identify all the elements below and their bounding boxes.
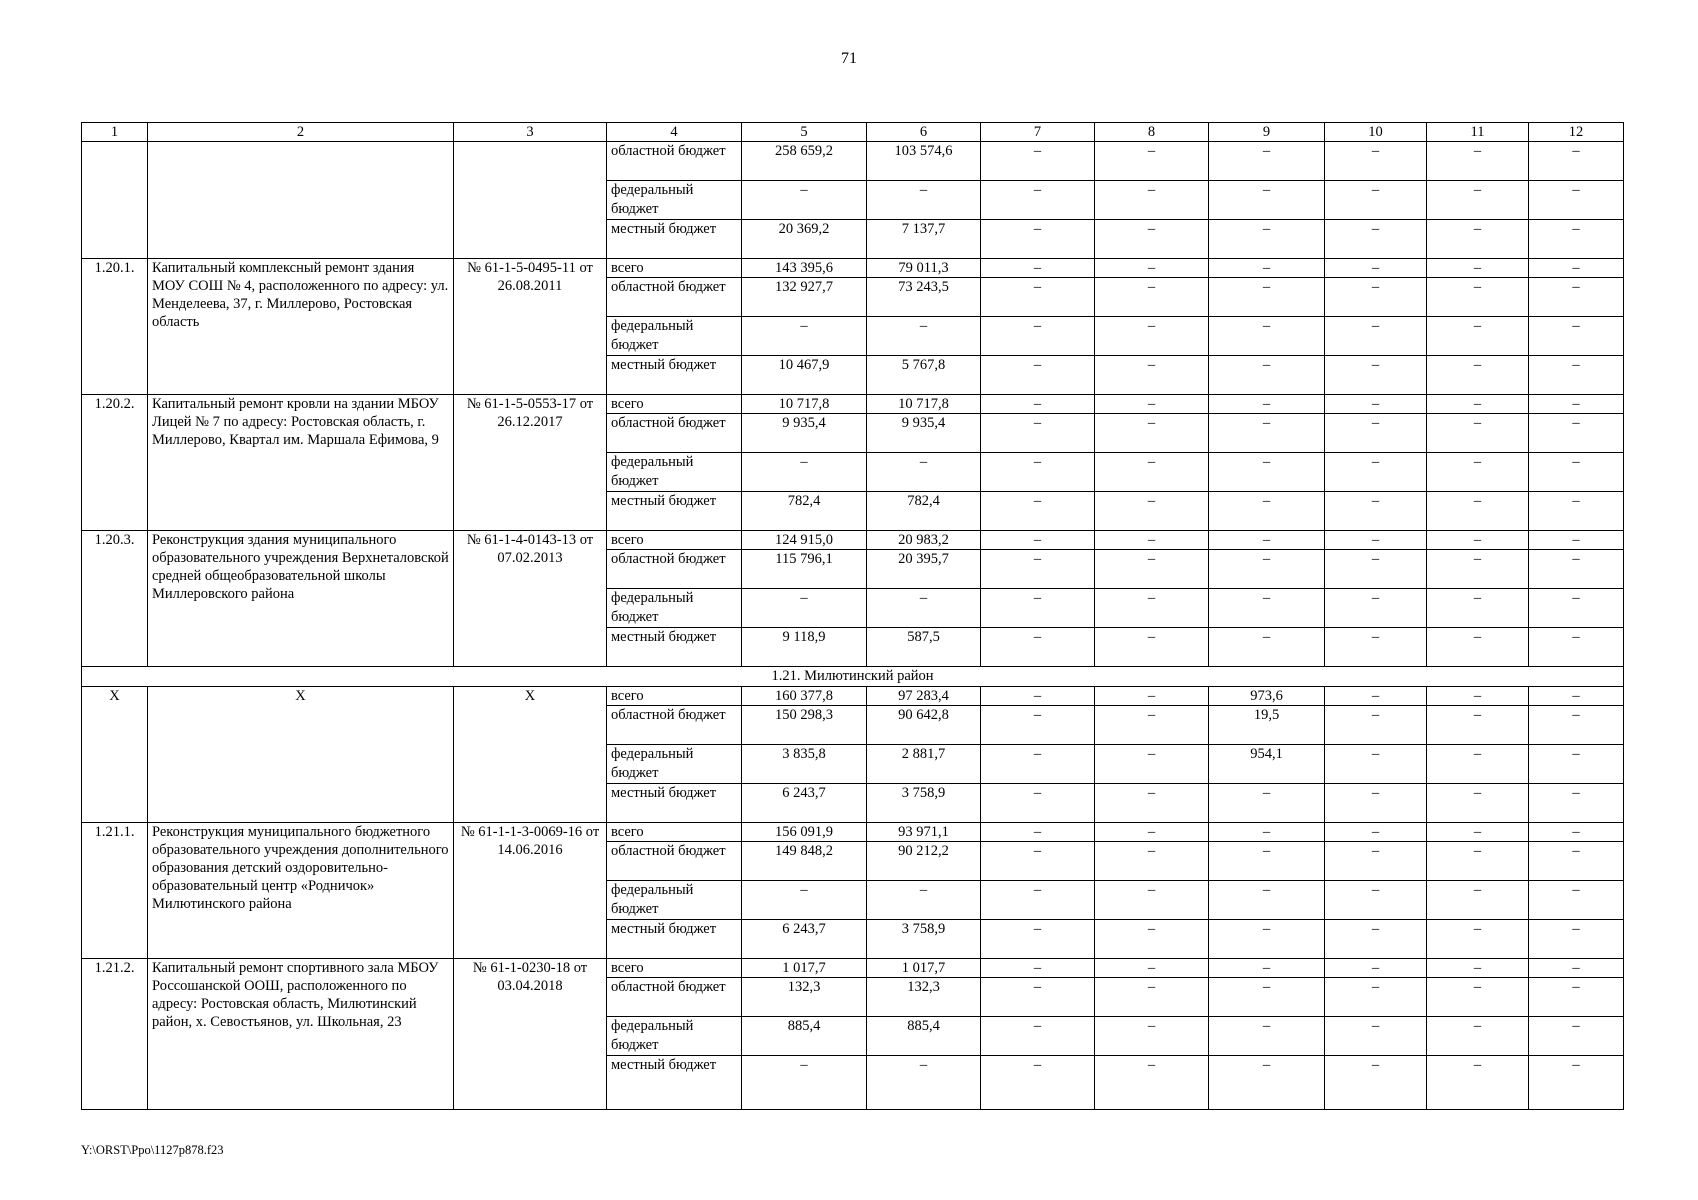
value-cell-6: 3 758,9 xyxy=(867,784,981,823)
value-cell-5: 10 467,9 xyxy=(742,356,867,395)
funding-source: областной бюджет xyxy=(607,842,742,881)
funding-source: областной бюджет xyxy=(607,550,742,589)
value-cell-11: – xyxy=(1427,823,1529,842)
table-row xyxy=(82,395,1624,414)
value-cell-12: – xyxy=(1529,589,1624,628)
value-cell-9: – xyxy=(1209,259,1325,278)
value-cell-10: – xyxy=(1325,181,1427,220)
value-cell-7: – xyxy=(981,784,1095,823)
column-number-cell: 12 xyxy=(1529,123,1624,142)
value-cell-10: – xyxy=(1325,531,1427,550)
value-cell-8: – xyxy=(1095,356,1209,395)
item-number: Х xyxy=(82,687,148,823)
funding-source: всего xyxy=(607,395,742,414)
column-number-cell: 9 xyxy=(1209,123,1325,142)
value-cell-6: 20 395,7 xyxy=(867,550,981,589)
value-cell-7: – xyxy=(981,181,1095,220)
value-cell-8: – xyxy=(1095,181,1209,220)
funding-source: всего xyxy=(607,687,742,706)
section-title: 1.21. Милютинский район xyxy=(82,667,1624,687)
value-cell-6: 132,3 xyxy=(867,978,981,1017)
expertise-code: № 61-1-0230-18 от 03.04.2018 xyxy=(454,959,607,1110)
funding-source: федеральный бюджет xyxy=(607,181,742,220)
value-cell-6: 79 011,3 xyxy=(867,259,981,278)
value-cell-12: – xyxy=(1529,142,1624,181)
funding-source: всего xyxy=(607,959,742,978)
value-cell-11: – xyxy=(1427,706,1529,745)
expertise-code: № 61-1-5-0553-17 от 26.12.2017 xyxy=(454,395,607,531)
value-cell-12: – xyxy=(1529,220,1624,259)
value-cell-12: – xyxy=(1529,414,1624,453)
value-cell-10: – xyxy=(1325,784,1427,823)
item-number xyxy=(82,142,148,259)
expertise-code: № 61-1-4-0143-13 от 07.02.2013 xyxy=(454,531,607,667)
value-cell-10: – xyxy=(1325,395,1427,414)
funding-source: областной бюджет xyxy=(607,978,742,1017)
value-cell-10: – xyxy=(1325,823,1427,842)
value-cell-5: 258 659,2 xyxy=(742,142,867,181)
value-cell-6: 587,5 xyxy=(867,628,981,667)
value-cell-12: – xyxy=(1529,978,1624,1017)
value-cell-5: 156 091,9 xyxy=(742,823,867,842)
item-number: 1.21.2. xyxy=(82,959,148,1110)
value-cell-9: – xyxy=(1209,453,1325,492)
value-cell-11: – xyxy=(1427,784,1529,823)
funding-source: местный бюджет xyxy=(607,220,742,259)
value-cell-12: – xyxy=(1529,784,1624,823)
value-cell-12: – xyxy=(1529,881,1624,920)
value-cell-12: – xyxy=(1529,317,1624,356)
item-number: 1.20.2. xyxy=(82,395,148,531)
expertise-code: № 61-1-5-0495-11 от 26.08.2011 xyxy=(454,259,607,395)
value-cell-9: – xyxy=(1209,550,1325,589)
value-cell-12: – xyxy=(1529,395,1624,414)
value-cell-10: – xyxy=(1325,920,1427,959)
value-cell-11: – xyxy=(1427,278,1529,317)
value-cell-5: 6 243,7 xyxy=(742,784,867,823)
value-cell-5: 20 369,2 xyxy=(742,220,867,259)
value-cell-10: – xyxy=(1325,978,1427,1017)
value-cell-9: – xyxy=(1209,220,1325,259)
value-cell-8: – xyxy=(1095,492,1209,531)
value-cell-7: – xyxy=(981,317,1095,356)
value-cell-12: – xyxy=(1529,259,1624,278)
value-cell-10: – xyxy=(1325,453,1427,492)
value-cell-9: – xyxy=(1209,628,1325,667)
value-cell-10: – xyxy=(1325,356,1427,395)
funding-source: областной бюджет xyxy=(607,706,742,745)
value-cell-8: – xyxy=(1095,550,1209,589)
value-cell-6: 90 212,2 xyxy=(867,842,981,881)
item-number: 1.20.1. xyxy=(82,259,148,395)
value-cell-6: 3 758,9 xyxy=(867,920,981,959)
value-cell-5: 132 927,7 xyxy=(742,278,867,317)
section-row xyxy=(82,667,1624,687)
value-cell-7: – xyxy=(981,881,1095,920)
value-cell-11: – xyxy=(1427,395,1529,414)
table-row xyxy=(82,959,1624,978)
value-cell-7: – xyxy=(981,1017,1095,1056)
value-cell-6: – xyxy=(867,589,981,628)
value-cell-8: – xyxy=(1095,881,1209,920)
value-cell-5: 885,4 xyxy=(742,1017,867,1056)
value-cell-8: – xyxy=(1095,278,1209,317)
value-cell-5: 124 915,0 xyxy=(742,531,867,550)
value-cell-9: – xyxy=(1209,395,1325,414)
expertise-code: Х xyxy=(454,687,607,823)
item-number: 1.21.1. xyxy=(82,823,148,959)
value-cell-5: 9 118,9 xyxy=(742,628,867,667)
column-number-cell: 10 xyxy=(1325,123,1427,142)
value-cell-11: – xyxy=(1427,920,1529,959)
value-cell-10: – xyxy=(1325,745,1427,784)
value-cell-5: 132,3 xyxy=(742,978,867,1017)
value-cell-9: – xyxy=(1209,920,1325,959)
funding-source: федеральный бюджет xyxy=(607,589,742,628)
value-cell-8: – xyxy=(1095,628,1209,667)
value-cell-9: – xyxy=(1209,492,1325,531)
value-cell-5: 143 395,6 xyxy=(742,259,867,278)
value-cell-7: – xyxy=(981,492,1095,531)
funding-source: местный бюджет xyxy=(607,1056,742,1110)
value-cell-11: – xyxy=(1427,181,1529,220)
table-body xyxy=(82,123,1624,1110)
value-cell-9: – xyxy=(1209,1017,1325,1056)
value-cell-10: – xyxy=(1325,881,1427,920)
value-cell-8: – xyxy=(1095,823,1209,842)
value-cell-11: – xyxy=(1427,881,1529,920)
value-cell-8: – xyxy=(1095,220,1209,259)
expertise-code xyxy=(454,142,607,259)
value-cell-8: – xyxy=(1095,317,1209,356)
value-cell-10: – xyxy=(1325,628,1427,667)
value-cell-7: – xyxy=(981,142,1095,181)
value-cell-6: 885,4 xyxy=(867,1017,981,1056)
value-cell-11: – xyxy=(1427,531,1529,550)
value-cell-6: 7 137,7 xyxy=(867,220,981,259)
value-cell-5: – xyxy=(742,181,867,220)
table-row xyxy=(82,259,1624,278)
value-cell-6: – xyxy=(867,181,981,220)
value-cell-6: 2 881,7 xyxy=(867,745,981,784)
value-cell-7: – xyxy=(981,414,1095,453)
value-cell-5: 150 298,3 xyxy=(742,706,867,745)
value-cell-10: – xyxy=(1325,842,1427,881)
value-cell-7: – xyxy=(981,978,1095,1017)
value-cell-6: 90 642,8 xyxy=(867,706,981,745)
value-cell-11: – xyxy=(1427,842,1529,881)
value-cell-7: – xyxy=(981,453,1095,492)
value-cell-6: 9 935,4 xyxy=(867,414,981,453)
value-cell-7: – xyxy=(981,531,1095,550)
value-cell-6: 782,4 xyxy=(867,492,981,531)
value-cell-7: – xyxy=(981,628,1095,667)
value-cell-10: – xyxy=(1325,278,1427,317)
column-number-cell: 5 xyxy=(742,123,867,142)
value-cell-12: – xyxy=(1529,278,1624,317)
value-cell-5: – xyxy=(742,589,867,628)
value-cell-12: – xyxy=(1529,181,1624,220)
funding-source: местный бюджет xyxy=(607,628,742,667)
value-cell-10: – xyxy=(1325,317,1427,356)
value-cell-8: – xyxy=(1095,745,1209,784)
value-cell-5: 782,4 xyxy=(742,492,867,531)
value-cell-11: – xyxy=(1427,550,1529,589)
value-cell-9: – xyxy=(1209,414,1325,453)
value-cell-10: – xyxy=(1325,589,1427,628)
value-cell-10: – xyxy=(1325,550,1427,589)
column-number-row xyxy=(82,123,1624,142)
object-name: Х xyxy=(148,687,454,823)
value-cell-7: – xyxy=(981,959,1095,978)
value-cell-6: 103 574,6 xyxy=(867,142,981,181)
value-cell-8: – xyxy=(1095,959,1209,978)
value-cell-12: – xyxy=(1529,745,1624,784)
value-cell-9: – xyxy=(1209,959,1325,978)
value-cell-10: – xyxy=(1325,259,1427,278)
value-cell-6: 93 971,1 xyxy=(867,823,981,842)
funding-source: областной бюджет xyxy=(607,414,742,453)
value-cell-10: – xyxy=(1325,1017,1427,1056)
value-cell-8: – xyxy=(1095,589,1209,628)
value-cell-6: – xyxy=(867,881,981,920)
value-cell-6: 73 243,5 xyxy=(867,278,981,317)
value-cell-9: – xyxy=(1209,842,1325,881)
value-cell-11: – xyxy=(1427,317,1529,356)
value-cell-12: – xyxy=(1529,1056,1624,1110)
value-cell-6: 20 983,2 xyxy=(867,531,981,550)
value-cell-11: – xyxy=(1427,414,1529,453)
page-number: 71 xyxy=(841,50,857,67)
table-row xyxy=(82,531,1624,550)
value-cell-8: – xyxy=(1095,1056,1209,1110)
value-cell-11: – xyxy=(1427,259,1529,278)
column-number-cell: 7 xyxy=(981,123,1095,142)
column-number-cell: 3 xyxy=(454,123,607,142)
value-cell-11: – xyxy=(1427,745,1529,784)
value-cell-5: 149 848,2 xyxy=(742,842,867,881)
object-name: Реконструкция муниципального бюджетного образовательного учреждения дополнительного образования детский оздоровительно-образовательный центр «Родничок» Милютинского района xyxy=(148,823,454,959)
funding-source: областной бюджет xyxy=(607,278,742,317)
value-cell-10: – xyxy=(1325,706,1427,745)
funding-source: федеральный бюджет xyxy=(607,453,742,492)
column-number-cell: 4 xyxy=(607,123,742,142)
value-cell-10: – xyxy=(1325,220,1427,259)
funding-source: федеральный бюджет xyxy=(607,317,742,356)
item-number: 1.20.3. xyxy=(82,531,148,667)
table-row xyxy=(82,823,1624,842)
value-cell-11: – xyxy=(1427,142,1529,181)
value-cell-9: – xyxy=(1209,181,1325,220)
value-cell-5: – xyxy=(742,453,867,492)
value-cell-7: – xyxy=(981,745,1095,784)
funding-source: областной бюджет xyxy=(607,142,742,181)
value-cell-7: – xyxy=(981,823,1095,842)
value-cell-9: – xyxy=(1209,278,1325,317)
value-cell-8: – xyxy=(1095,920,1209,959)
funding-source: федеральный бюджет xyxy=(607,745,742,784)
value-cell-9: – xyxy=(1209,823,1325,842)
column-number-cell: 1 xyxy=(82,123,148,142)
value-cell-9: – xyxy=(1209,531,1325,550)
value-cell-7: – xyxy=(981,259,1095,278)
value-cell-8: – xyxy=(1095,842,1209,881)
column-number-cell: 6 xyxy=(867,123,981,142)
value-cell-7: – xyxy=(981,589,1095,628)
value-cell-11: – xyxy=(1427,1056,1529,1110)
value-cell-7: – xyxy=(981,550,1095,589)
value-cell-8: – xyxy=(1095,687,1209,706)
value-cell-6: – xyxy=(867,1056,981,1110)
value-cell-5: – xyxy=(742,1056,867,1110)
value-cell-12: – xyxy=(1529,550,1624,589)
value-cell-8: – xyxy=(1095,142,1209,181)
value-cell-12: – xyxy=(1529,492,1624,531)
value-cell-11: – xyxy=(1427,959,1529,978)
funding-source: местный бюджет xyxy=(607,784,742,823)
object-name: Капитальный ремонт спортивного зала МБОУ Россошанской ООШ, расположенного по адресу: Ростовская область, Милютинский район, х. Севостьянов, ул. Школьная, 23 xyxy=(148,959,454,1110)
value-cell-9: 973,6 xyxy=(1209,687,1325,706)
value-cell-11: – xyxy=(1427,687,1529,706)
object-name: Реконструкция здания муниципального образовательного учреждения Верхнеталовской средней общеобразовательной школы Миллеровского района xyxy=(148,531,454,667)
value-cell-9: – xyxy=(1209,589,1325,628)
value-cell-12: – xyxy=(1529,687,1624,706)
value-cell-10: – xyxy=(1325,492,1427,531)
column-number-cell: 2 xyxy=(148,123,454,142)
value-cell-10: – xyxy=(1325,414,1427,453)
value-cell-8: – xyxy=(1095,453,1209,492)
budget-table xyxy=(81,122,1624,1110)
value-cell-5: – xyxy=(742,881,867,920)
value-cell-10: – xyxy=(1325,1056,1427,1110)
value-cell-11: – xyxy=(1427,628,1529,667)
value-cell-7: – xyxy=(981,687,1095,706)
value-cell-11: – xyxy=(1427,356,1529,395)
value-cell-9: – xyxy=(1209,784,1325,823)
value-cell-9: 19,5 xyxy=(1209,706,1325,745)
value-cell-8: – xyxy=(1095,531,1209,550)
value-cell-7: – xyxy=(981,842,1095,881)
value-cell-12: – xyxy=(1529,959,1624,978)
value-cell-6: 97 283,4 xyxy=(867,687,981,706)
value-cell-7: – xyxy=(981,395,1095,414)
value-cell-8: – xyxy=(1095,784,1209,823)
funding-source: местный бюджет xyxy=(607,356,742,395)
value-cell-12: – xyxy=(1529,628,1624,667)
value-cell-12: – xyxy=(1529,920,1624,959)
value-cell-12: – xyxy=(1529,706,1624,745)
value-cell-9: – xyxy=(1209,142,1325,181)
value-cell-11: – xyxy=(1427,589,1529,628)
value-cell-10: – xyxy=(1325,687,1427,706)
column-number-cell: 11 xyxy=(1427,123,1529,142)
funding-source: федеральный бюджет xyxy=(607,881,742,920)
funding-source: всего xyxy=(607,823,742,842)
table-row xyxy=(82,142,1624,181)
value-cell-9: 954,1 xyxy=(1209,745,1325,784)
funding-source: федеральный бюджет xyxy=(607,1017,742,1056)
value-cell-6: – xyxy=(867,453,981,492)
value-cell-8: – xyxy=(1095,414,1209,453)
value-cell-5: – xyxy=(742,317,867,356)
value-cell-7: – xyxy=(981,1056,1095,1110)
funding-source: всего xyxy=(607,531,742,550)
value-cell-7: – xyxy=(981,278,1095,317)
value-cell-6: – xyxy=(867,317,981,356)
object-name: Капитальный комплексный ремонт здания МОУ СОШ № 4, расположенного по адресу: ул. Менделеева, 37, г. Миллерово, Ростовская область xyxy=(148,259,454,395)
value-cell-9: – xyxy=(1209,1056,1325,1110)
value-cell-8: – xyxy=(1095,259,1209,278)
value-cell-6: 10 717,8 xyxy=(867,395,981,414)
value-cell-12: – xyxy=(1529,453,1624,492)
value-cell-12: – xyxy=(1529,1017,1624,1056)
value-cell-11: – xyxy=(1427,220,1529,259)
value-cell-5: 115 796,1 xyxy=(742,550,867,589)
value-cell-11: – xyxy=(1427,978,1529,1017)
value-cell-11: – xyxy=(1427,1017,1529,1056)
value-cell-12: – xyxy=(1529,842,1624,881)
expertise-code: № 61-1-1-3-0069-16 от 14.06.2016 xyxy=(454,823,607,959)
value-cell-8: – xyxy=(1095,978,1209,1017)
value-cell-5: 3 835,8 xyxy=(742,745,867,784)
object-name: Капитальный ремонт кровли на здании МБОУ Лицей № 7 по адресу: Ростовская область, г. Миллерово, Квартал им. Маршала Ефимова, 9 xyxy=(148,395,454,531)
value-cell-5: 9 935,4 xyxy=(742,414,867,453)
value-cell-7: – xyxy=(981,356,1095,395)
value-cell-9: – xyxy=(1209,356,1325,395)
value-cell-9: – xyxy=(1209,978,1325,1017)
value-cell-12: – xyxy=(1529,823,1624,842)
value-cell-8: – xyxy=(1095,1017,1209,1056)
value-cell-8: – xyxy=(1095,706,1209,745)
value-cell-12: – xyxy=(1529,356,1624,395)
value-cell-10: – xyxy=(1325,959,1427,978)
funding-source: местный бюджет xyxy=(607,492,742,531)
value-cell-6: 1 017,7 xyxy=(867,959,981,978)
value-cell-9: – xyxy=(1209,881,1325,920)
value-cell-7: – xyxy=(981,220,1095,259)
value-cell-7: – xyxy=(981,706,1095,745)
value-cell-11: – xyxy=(1427,453,1529,492)
funding-source: всего xyxy=(607,259,742,278)
funding-source: местный бюджет xyxy=(607,920,742,959)
object-name xyxy=(148,142,454,259)
value-cell-5: 1 017,7 xyxy=(742,959,867,978)
value-cell-5: 10 717,8 xyxy=(742,395,867,414)
value-cell-7: – xyxy=(981,920,1095,959)
value-cell-5: 6 243,7 xyxy=(742,920,867,959)
column-number-cell: 8 xyxy=(1095,123,1209,142)
value-cell-8: – xyxy=(1095,395,1209,414)
value-cell-10: – xyxy=(1325,142,1427,181)
value-cell-12: – xyxy=(1529,531,1624,550)
value-cell-11: – xyxy=(1427,492,1529,531)
value-cell-5: 160 377,8 xyxy=(742,687,867,706)
value-cell-6: 5 767,8 xyxy=(867,356,981,395)
table-row xyxy=(82,687,1624,706)
value-cell-9: – xyxy=(1209,317,1325,356)
file-path-footer: Y:\ORST\Ppo\1127p878.f23 xyxy=(81,1143,224,1157)
